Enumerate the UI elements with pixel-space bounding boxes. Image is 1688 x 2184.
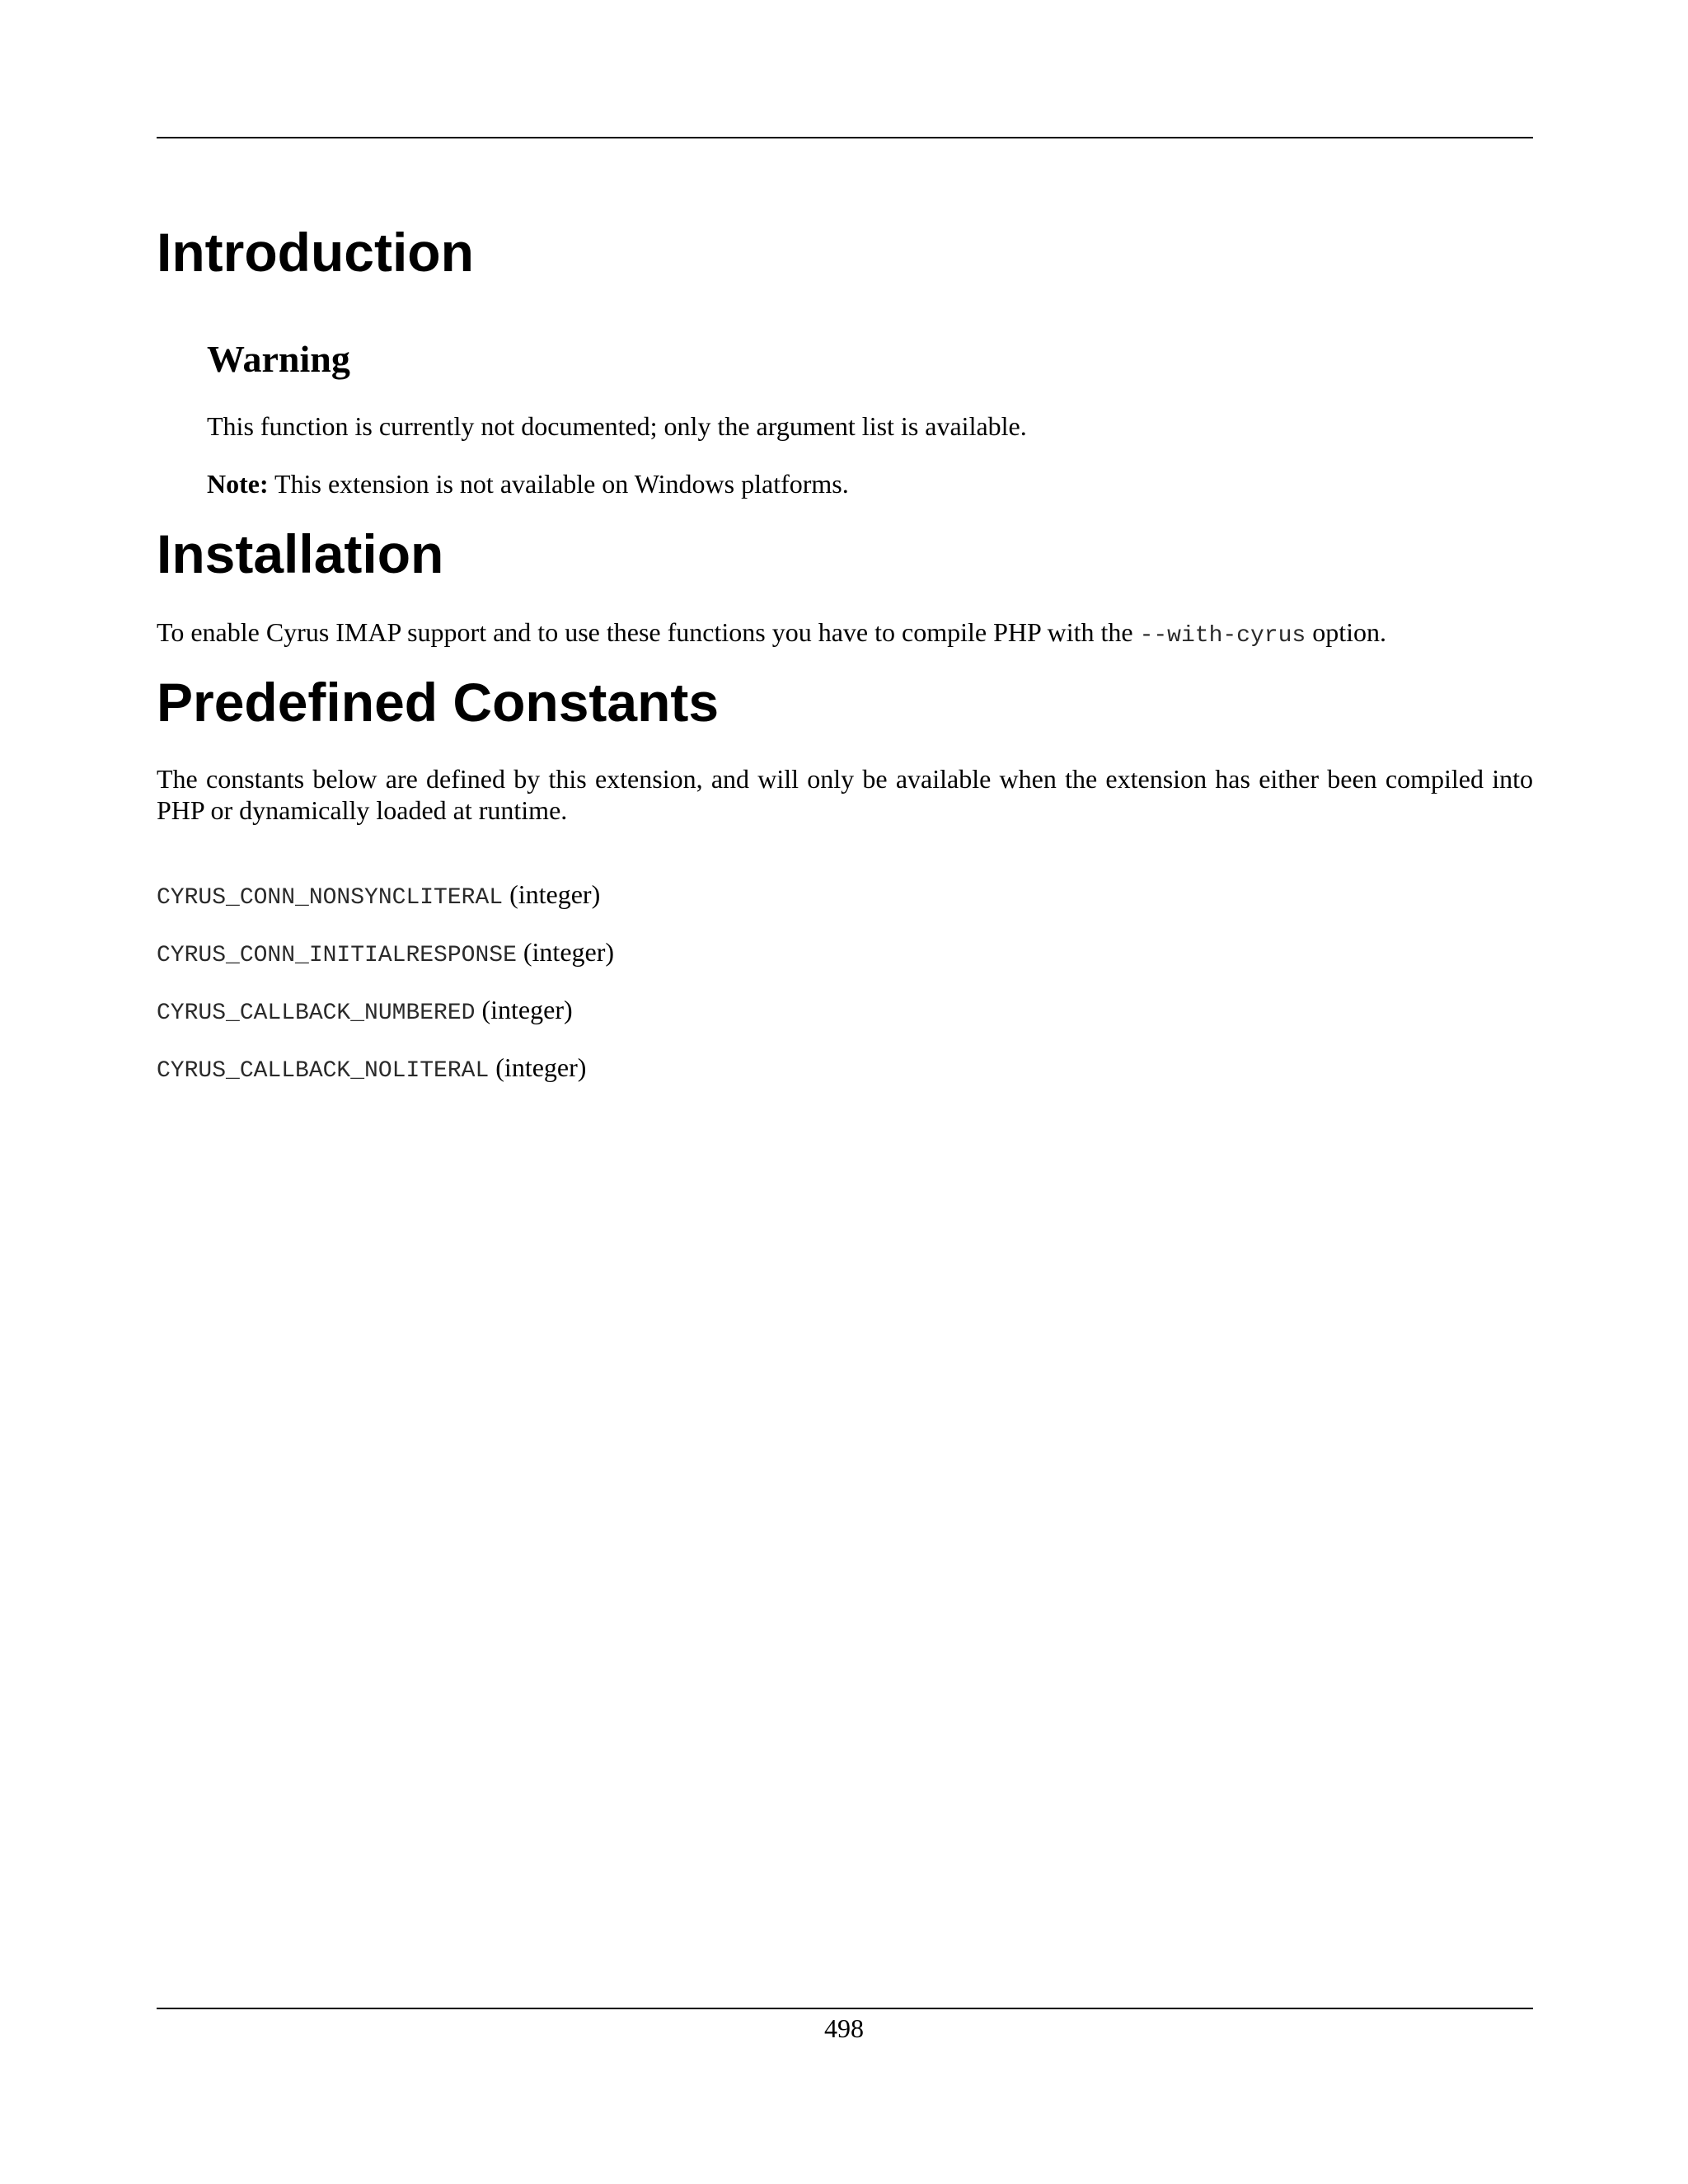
header-rule <box>157 137 1533 138</box>
predefined-constants-heading: Predefined Constants <box>157 672 720 733</box>
constants-description: The constants below are defined by this extension, and will only be available when the extension has either been compiled into PHP or dynamically loaded at runtime. <box>157 764 1533 825</box>
installation-paragraph <box>157 616 1386 652</box>
constant-type: (integer) <box>489 1052 587 1082</box>
footer-rule <box>157 2008 1533 2009</box>
constant-type: (integer) <box>503 879 601 909</box>
constant-type: (integer) <box>516 937 615 967</box>
installation-heading: Installation <box>157 523 444 584</box>
constant-name: CYRUS_CALLBACK_NUMBERED <box>157 1001 476 1026</box>
constant-item <box>157 1052 586 1087</box>
with-cyrus-option-code: --with-cyrus <box>1139 623 1306 649</box>
installation-text-before: To enable Cyrus IMAP support and to use these functions you have to compile PHP with the <box>157 617 1140 647</box>
constant-item <box>157 879 600 914</box>
note-text: This extension is not available on Windows platforms. <box>268 469 849 499</box>
constant-name: CYRUS_CONN_INITIALRESPONSE <box>157 943 517 968</box>
constant-name: CYRUS_CALLBACK_NOLITERAL <box>157 1058 490 1084</box>
constant-item <box>157 994 573 1029</box>
note-paragraph <box>207 468 849 499</box>
installation-text-after: option. <box>1306 617 1386 647</box>
constant-type: (integer) <box>475 995 573 1024</box>
constant-name: CYRUS_CONN_NONSYNCLITERAL <box>157 885 504 911</box>
warning-heading: Warning <box>207 338 350 380</box>
warning-text: This function is currently not documented; only the argument list is available. <box>207 411 1027 441</box>
note-label: Note: <box>207 469 269 499</box>
constant-item <box>157 936 614 972</box>
page-number: 498 <box>824 2013 864 2043</box>
introduction-heading: Introduction <box>157 222 474 283</box>
